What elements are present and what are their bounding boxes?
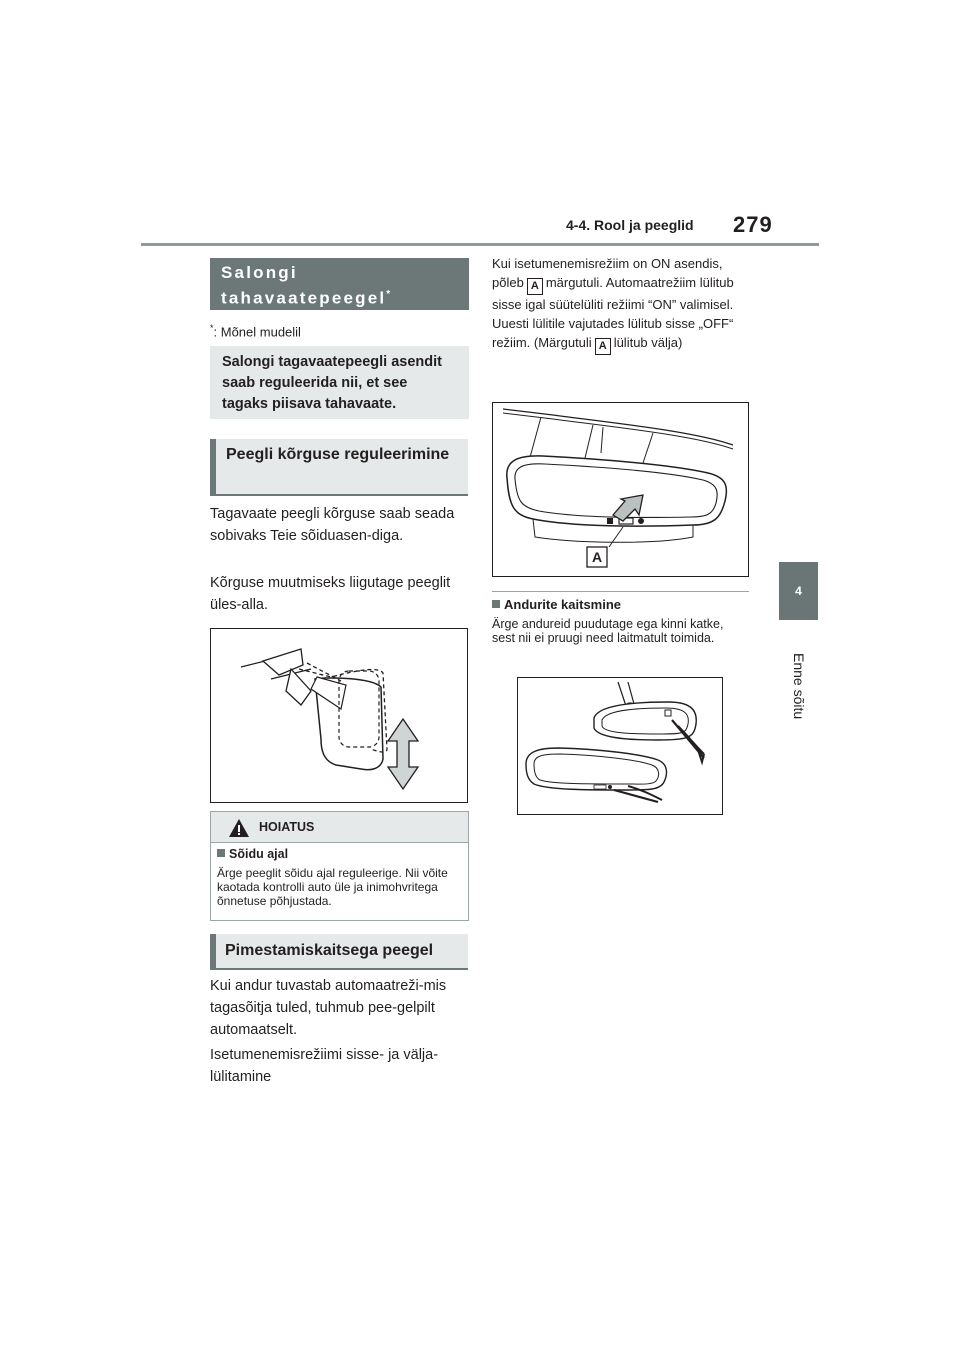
title-footnote-mark: * [386, 289, 391, 300]
body-paragraph: Tagavaate peegli kõrguse saab seada sobivaks Teie sõiduasen-diga. [210, 506, 455, 544]
section-title-rearview [210, 258, 469, 310]
section-rule [210, 968, 468, 970]
sensor-title-text: Andurite kaitsmine [504, 597, 622, 612]
sensor-mirror-drawing [518, 678, 722, 814]
section-rule [210, 494, 468, 496]
bullet-square-icon [492, 600, 500, 608]
body-paragraph: Kui andur tuvastab automaatreži-mis tagasõitja tuled, tuhmub pee-gelpilt automaatselt. [210, 978, 447, 1038]
description-text: Kui isetumenemisrežiim on ON asendis, põleb [492, 256, 723, 290]
header-rule [141, 243, 819, 246]
warning-header [211, 812, 468, 843]
body-paragraph: Isetumenemisrežiimi sisse- ja välja-lülitamine [210, 1047, 439, 1085]
warning-subtitle [217, 847, 288, 861]
sensor-title [492, 597, 621, 612]
warning-triangle-icon [228, 818, 250, 838]
warning-title: HOIATUS [259, 820, 315, 834]
antiglare-mirror-illustration [492, 402, 749, 577]
warning-subtitle-text: Sõidu ajal [229, 847, 289, 861]
section-title-text: Salongi tahavaatepeegel [221, 263, 387, 308]
footnote-text: : Mõnel mudelil [213, 324, 301, 340]
footnote [210, 323, 301, 339]
antiglare-description [492, 254, 742, 355]
description-text: märgutuli. Automaatrežiim lülitub sisse igal süütelüliti režiimi “ON” valimisel. Uuesti lülitile vajutades lülitub sisse „OFF“ režiim. (Märgutuli [492, 275, 734, 350]
antiglare-mirror-drawing [493, 403, 748, 576]
section-title-height: Peegli kõrguse reguleerimine [210, 439, 468, 494]
section-lead: Salongi tagavaatepeegli asendit saab reguleerida nii, et see tagaks piisava tahavaate. [210, 346, 469, 419]
footnote-mark: * [210, 323, 214, 333]
section-title-antiglare: Pimestamiskaitsega peegel [210, 934, 468, 968]
chapter-label: Enne sõitu [791, 653, 807, 720]
marker-a: A [527, 278, 543, 295]
bullet-square-icon [217, 849, 225, 857]
warning-text: Ärge peeglit sõidu ajal reguleerige. Nii võite kaotada kontrolli auto üle ja inimohvritega õnnetuse põhjustada. [217, 866, 448, 908]
chapter-tab[interactable]: 4 [779, 562, 818, 620]
running-header: 4-4. Rool ja peeglid [566, 217, 694, 233]
page-number: 279 [733, 212, 773, 237]
sensor-location-illustration [517, 677, 723, 815]
warning-box [210, 811, 469, 921]
marker-a: A [595, 338, 611, 355]
mirror-tilt-drawing [211, 629, 467, 802]
mirror-height-illustration [210, 628, 468, 803]
description-text: lülitub välja) [613, 335, 683, 350]
sensor-text: Ärge andureid puudutage ega kinni katke, sest nii ei pruugi need laitmatult toimida. [492, 617, 724, 645]
divider [492, 591, 749, 592]
fig-marker-a: A [591, 549, 603, 565]
body-paragraph: Kõrguse muutmiseks liigutage peeglit üles-alla. [210, 575, 451, 613]
